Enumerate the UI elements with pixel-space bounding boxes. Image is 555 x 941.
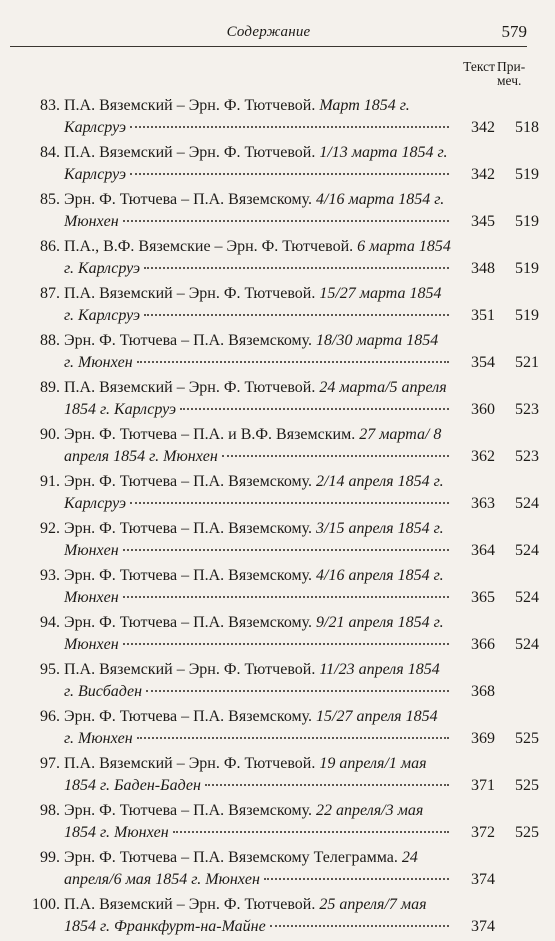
entry-date-place: 6 марта 1854 г. Карлсруэ — [64, 238, 451, 277]
entry-title — [64, 95, 451, 139]
toc-entry — [22, 142, 539, 186]
entry-correspondents: П.А. Вяземский – Эрн. Ф. Тютчевой. — [64, 896, 320, 913]
text-page-number: 366 — [471, 636, 495, 653]
entry-correspondents: Эрн. Ф. Тютчева – П.А. Вяземскому. — [64, 802, 317, 819]
toc-entry — [22, 377, 539, 421]
dot-leader — [130, 126, 449, 128]
entry-date-place: 4/16 марта 1854 г. Мюнхен — [64, 191, 445, 230]
entry-number: 87. — [40, 285, 60, 302]
note-page-number: 525 — [515, 777, 539, 794]
dot-leader — [205, 784, 449, 786]
entry-correspondents: Эрн. Ф. Тютчева – П.А. Вяземскому. — [64, 332, 317, 349]
text-page-number: 348 — [471, 260, 495, 277]
toc-entry — [22, 753, 539, 797]
toc-entry — [22, 283, 539, 327]
entry-title — [64, 847, 451, 891]
entry-correspondents: Эрн. Ф. Тютчева – П.А. и В.Ф. Вяземским. — [64, 426, 360, 443]
notes-column-header — [497, 60, 547, 88]
dot-leader — [123, 220, 449, 222]
note-page-number: 519 — [515, 166, 539, 183]
entry-correspondents: Эрн. Ф. Тютчева – П.А. Вяземскому. — [64, 520, 317, 537]
dot-leader — [222, 455, 449, 457]
entry-date-place: 24 марта/5 апреля 1854 г. Карлсруэ — [64, 379, 447, 418]
toc-entry — [22, 800, 539, 844]
running-head — [10, 20, 527, 47]
entry-date-place: Март 1854 г. Карлсруэ — [64, 97, 410, 136]
note-page-number: 524 — [515, 636, 539, 653]
text-page-number: 374 — [471, 918, 495, 935]
entry-number: 97. — [40, 755, 60, 772]
dot-leader — [123, 549, 449, 551]
note-page-number: 523 — [515, 448, 539, 465]
note-page-number: 519 — [515, 260, 539, 277]
toc-entry — [22, 565, 539, 609]
text-page-number: 342 — [471, 119, 495, 136]
note-page-number: 525 — [515, 824, 539, 841]
entry-number: 94. — [40, 614, 60, 631]
toc-entry — [22, 659, 539, 703]
entry-date-place: 11/23 апреля 1854 г. Висбаден — [64, 661, 440, 700]
entry-date-place: 1/13 марта 1854 г. Карлсруэ — [64, 144, 448, 183]
dot-leader — [264, 878, 449, 880]
dot-leader — [144, 314, 449, 316]
entry-title — [64, 471, 451, 515]
entry-title — [64, 330, 451, 374]
toc-entry — [22, 894, 539, 938]
text-page-number: 369 — [471, 730, 495, 747]
note-page-number: 519 — [515, 307, 539, 324]
entry-correspondents: П.А. Вяземский – Эрн. Ф. Тютчевой. — [64, 755, 320, 772]
toc-entries — [22, 95, 539, 941]
entry-title — [64, 565, 451, 609]
entry-title — [64, 612, 451, 656]
entry-date-place: 4/16 апреля 1854 г. Мюнхен — [64, 567, 444, 606]
entry-date-place: 22 апреля/3 мая 1854 г. Мюнхен — [64, 802, 424, 841]
toc-entry — [22, 706, 539, 750]
entry-title — [64, 424, 451, 468]
dot-leader — [137, 361, 449, 363]
text-page-number: 362 — [471, 448, 495, 465]
note-page-number: 525 — [515, 730, 539, 747]
entry-date-place: 15/27 апреля 1854 г. Мюнхен — [64, 708, 438, 747]
dot-leader — [123, 643, 449, 645]
entry-title — [64, 894, 451, 938]
entry-correspondents: Эрн. Ф. Тютчева – П.А. Вяземскому. — [64, 473, 317, 490]
note-page-number: 524 — [515, 589, 539, 606]
entry-number: 91. — [40, 473, 60, 490]
entry-title — [64, 142, 451, 186]
dot-leader — [270, 925, 449, 927]
entry-number: 84. — [40, 144, 60, 161]
dot-leader — [144, 267, 449, 269]
entry-title — [64, 706, 451, 750]
entry-correspondents: Эрн. Ф. Тютчева – П.А. Вяземскому. — [64, 191, 317, 208]
dot-leader — [146, 690, 449, 692]
note-page-number: 524 — [515, 495, 539, 512]
text-page-number: 363 — [471, 495, 495, 512]
entry-number: 95. — [40, 661, 60, 678]
note-page-number: 524 — [515, 542, 539, 559]
text-page-number: 365 — [471, 589, 495, 606]
entry-date-place: 18/30 марта 1854 г. Мюнхен — [64, 332, 439, 371]
toc-entry — [22, 236, 539, 280]
entry-date-place: 24 апреля/6 мая 1854 г. Мюнхен — [64, 849, 418, 888]
toc-entry — [22, 471, 539, 515]
note-page-number: 519 — [515, 213, 539, 230]
dot-leader — [123, 596, 449, 598]
toc-entry — [22, 424, 539, 468]
entry-correspondents: П.А. Вяземский – Эрн. Ф. Тютчевой. — [64, 144, 320, 161]
entry-title — [64, 753, 451, 797]
toc-entry — [22, 95, 539, 139]
page-number: 579 — [501, 22, 527, 41]
entry-number: 96. — [40, 708, 60, 725]
toc-entry — [22, 847, 539, 891]
entry-correspondents: Эрн. Ф. Тютчева – П.А. Вяземскому. — [64, 567, 317, 584]
dot-leader — [130, 173, 449, 175]
entry-correspondents: П.А., В.Ф. Вяземские – Эрн. Ф. Тютчевой. — [64, 238, 358, 255]
dot-leader — [180, 408, 449, 410]
entry-title — [64, 377, 451, 421]
entry-date-place: 3/15 апреля 1854 г. Мюнхен — [64, 520, 444, 559]
dot-leader — [173, 831, 449, 833]
entry-title — [64, 659, 451, 703]
text-page-number: 360 — [471, 401, 495, 418]
section-title: Содержание — [226, 24, 311, 40]
text-page-number: 345 — [471, 213, 495, 230]
text-page-number: 351 — [471, 307, 495, 324]
notes-header-line1: При- — [497, 59, 526, 74]
entry-number: 98. — [40, 802, 60, 819]
entry-number: 90. — [40, 426, 60, 443]
entry-date-place: 2/14 апреля 1854 г. Карлсруэ — [64, 473, 444, 512]
entry-date-place: 15/27 марта 1854 г. Карлсруэ — [64, 285, 442, 324]
entry-number: 89. — [40, 379, 60, 396]
entry-correspondents: Эрн. Ф. Тютчева – П.А. Вяземскому Телеграмма. — [64, 849, 402, 866]
entry-title — [64, 800, 451, 844]
text-page-number: 374 — [471, 871, 495, 888]
entry-correspondents: П.А. Вяземский – Эрн. Ф. Тютчевой. — [64, 379, 320, 396]
entry-number: 86. — [40, 238, 60, 255]
entry-number: 99. — [40, 849, 60, 866]
notes-header-line2: меч. — [497, 73, 522, 88]
note-page-number: 523 — [515, 401, 539, 418]
entry-number: 88. — [40, 332, 60, 349]
entry-title — [64, 518, 451, 562]
text-page-number: 371 — [471, 777, 495, 794]
entry-correspondents: П.А. Вяземский – Эрн. Ф. Тютчевой. — [64, 661, 320, 678]
entry-number: 83. — [40, 97, 60, 114]
note-page-number: 521 — [515, 354, 539, 371]
note-page-number: 518 — [515, 119, 539, 136]
entry-date-place: 9/21 апреля 1854 г. Мюнхен — [64, 614, 444, 653]
dot-leader — [137, 737, 449, 739]
text-page-number: 364 — [471, 542, 495, 559]
entry-number: 92. — [40, 520, 60, 537]
text-column-header: Текст — [463, 59, 495, 74]
entry-title — [64, 283, 451, 327]
text-page-number: 354 — [471, 354, 495, 371]
entry-number: 100. — [32, 896, 60, 913]
text-page-number: 342 — [471, 166, 495, 183]
toc-entry — [22, 189, 539, 233]
text-page-number: 372 — [471, 824, 495, 841]
dot-leader — [130, 502, 449, 504]
entry-correspondents: Эрн. Ф. Тютчева – П.А. Вяземскому. — [64, 708, 317, 725]
entry-correspondents: П.А. Вяземский – Эрн. Ф. Тютчевой. — [64, 285, 320, 302]
entry-number: 93. — [40, 567, 60, 584]
entry-title — [64, 189, 451, 233]
toc-entry — [22, 330, 539, 374]
entry-correspondents: П.А. Вяземский – Эрн. Ф. Тютчевой. — [64, 97, 320, 114]
text-page-number: 368 — [471, 683, 495, 700]
toc-entry — [22, 612, 539, 656]
entry-date-place: 19 апреля/1 мая 1854 г. Баден-Баден — [64, 755, 427, 794]
entry-title — [64, 236, 451, 280]
entry-date-place: 27 марта/ 8 апреля 1854 г. Мюнхен — [64, 426, 442, 465]
entry-correspondents: Эрн. Ф. Тютчева – П.А. Вяземскому. — [64, 614, 317, 631]
entry-number: 85. — [40, 191, 60, 208]
toc-entry — [22, 518, 539, 562]
entry-date-place: 25 апреля/7 мая 1854 г. Франкфурт-на-Майне — [64, 896, 427, 935]
